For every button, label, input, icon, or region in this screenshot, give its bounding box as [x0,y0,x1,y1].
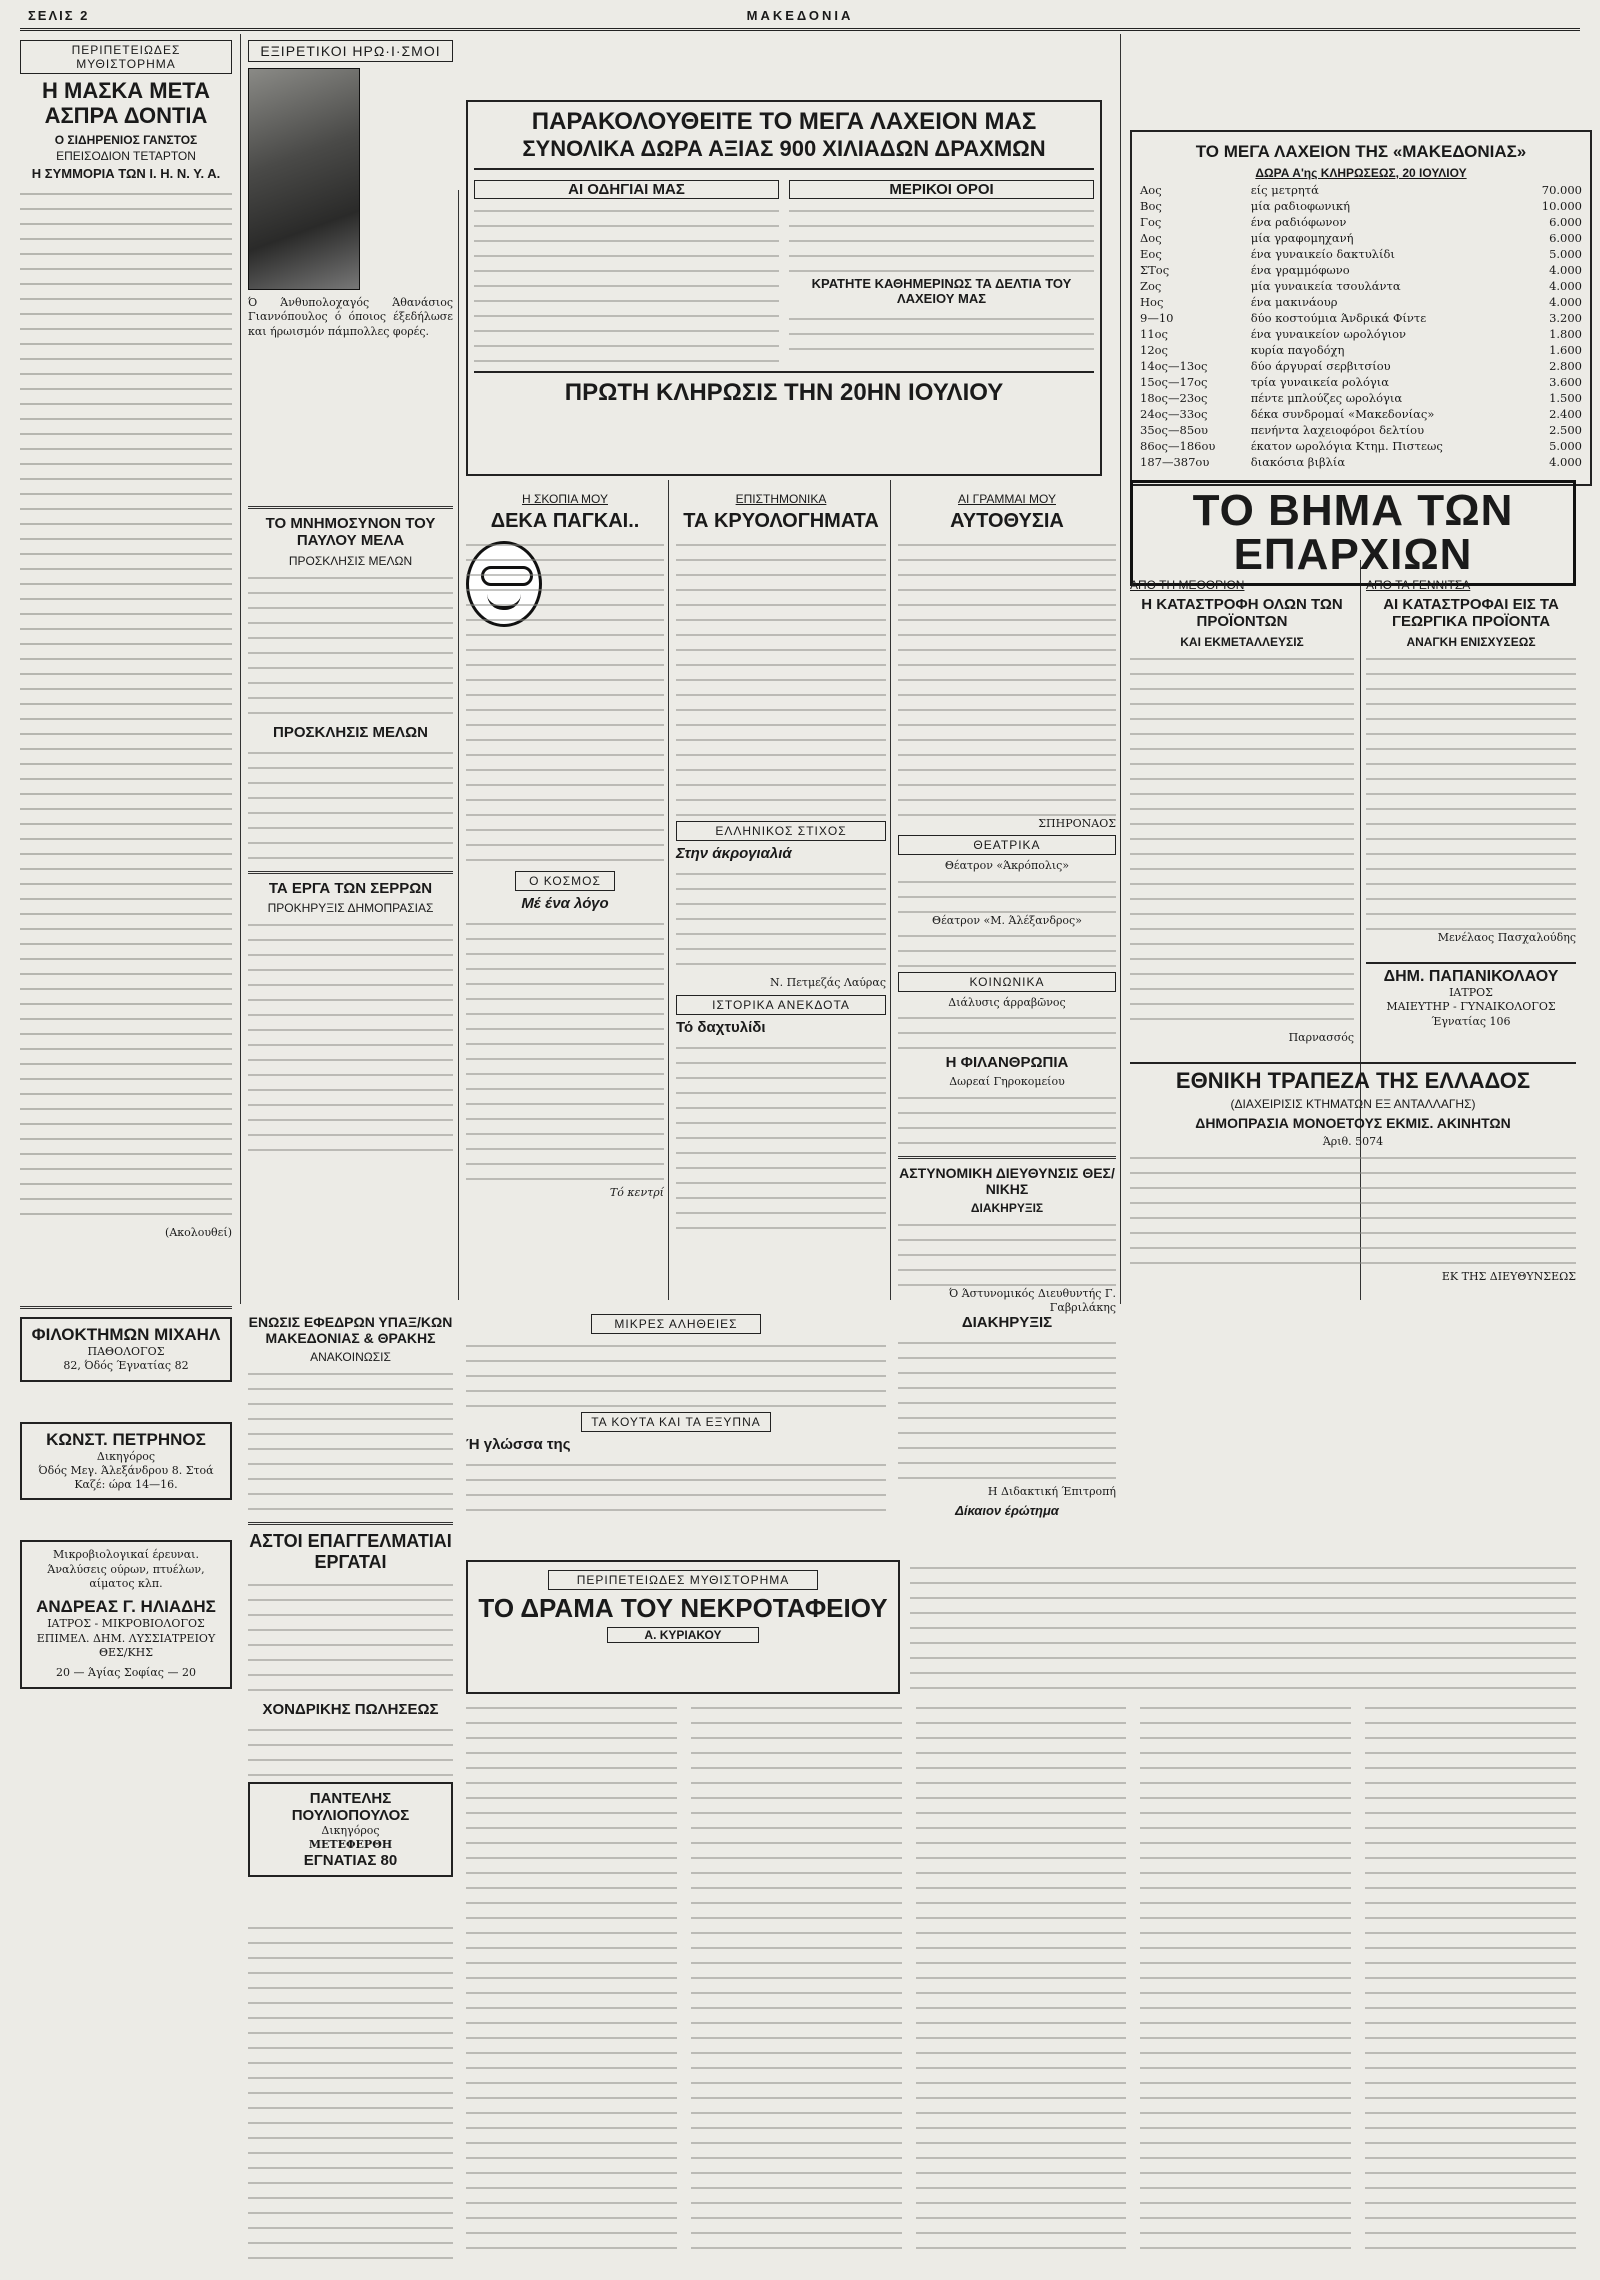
prize-rank: 12ος [1140,342,1168,357]
prize-value: 2.800 [1549,358,1582,373]
stixos-kicker: ΕΛΛΗΝΙΚΟΣ ΣΤΙΧΟΣ [676,821,886,841]
vima-left-sub: ΚΑΙ ΕΚΜΕΤΑΛΛΕΥΣΙΣ [1180,634,1304,649]
prize-rank: 86ος—186ου [1140,438,1216,453]
prize-item: πενήντα λαχειοφόροι δελτίου [1250,422,1425,437]
serial-title: Η ΜΑΣΚΑ ΜΕΤΑ ΑΣΠΡΑ ΔΟΝΤΙΑ [42,78,210,129]
skopia-title: ΔΕΚΑ ΠΑΓΚΑΙ.. [490,510,640,532]
prize-rank: Εος [1140,246,1162,261]
prize-rank: 15ος—17ος [1140,374,1208,389]
prize-item: ένα γυναικείον ωρολόγιον [1250,326,1407,341]
prize-item: έκατον ωρολόγια Κτημ. Πιστεως [1250,438,1443,453]
prize-table-box [1130,130,1592,486]
lottery-instructions-text [474,203,779,363]
glossa-kicker: ΤΑ ΚΟΥΤΑ ΚΑΙ ΤΑ ΕΞΥΠΝΑ [581,1412,771,1432]
aliqeies-kicker: ΜΙΚΡΕΣ ΑΛΗΘΕΙΕΣ [591,1314,761,1334]
ad2-role: Δικηγόρος [96,1449,156,1463]
novel-side-text [910,1560,1576,1690]
grammai-kicker: ΑΙ ΓΡΑΜΜΑΙ ΜΟΥ [957,492,1056,506]
page-number: ΣΕΛΙΣ 2 [28,8,90,23]
kentri-sign: Τό κεντρί [609,1186,664,1200]
lawyer-role: Δικηγόρος [321,1823,380,1837]
vima-right [1366,576,1576,956]
ad-iliadis [20,1540,232,1688]
col5-lower [898,1310,1116,1540]
obit-caption: Ό Άνθυπολοχαγός Άθανάσιος Γιαννόπουλος ό όποιος έξεδήλωσε και ήρωισμόν πάμπολλες φορές. [248,296,453,338]
prize-value: 3.600 [1549,374,1582,389]
ad3-text: Μικροβιολογικαί έρευναι. Άναλύσεις ούρων, πτυέλων, αίματος κλπ. [47,1548,205,1591]
obit-kicker: ΕΞΙΡΕΤΙΚΟΙ ΗΡΩ·Ι·ΣΜΟΙ [248,40,453,62]
lottery-line2: ΣΥΝΟΛΙΚΑ ΔΩΡΑ ΑΞΙΑΣ 900 ΧΙΛΙΑΔΩΝ ΔΡΑΧΜΩΝ [474,136,1094,170]
prize-table [1138,182,1584,470]
filanthropia-sub: Δωρεαί Γηροκομείου [949,1075,1065,1089]
theatre-alexandros: Θέατρον «Μ. Άλέξανδρος» [932,913,1082,927]
serial-subtitle: Ο ΣΙΔΗΡΕΝΙΟΣ ΓΑΝΣΤΟΣ [54,132,198,147]
serial-section: Η ΣΥΜΜΟΡΙΑ ΤΩΝ Ι. Η. Ν. Υ. Α. [31,165,221,181]
police-sign: Ό Άστυνομικός Διευθυντής Γ. Γαβριλάκης [949,1286,1116,1315]
col2-lower [248,1310,453,1910]
prosklisis-title: ΠΡΟΣΚΛΗΣΙΣ ΜΕΛΩΝ [273,723,428,741]
serial-column [20,36,232,1276]
novel-author: Α. ΚΥΡΙΑΚΟΥ [607,1627,759,1643]
prize-rank: Ζος [1140,278,1162,293]
prize-value: 6.000 [1549,214,1582,229]
col2-bottom-text [248,1920,453,2260]
ad3-role: ΙΑΤΡΟΣ - ΜΙΚΡΟΒΙΟΛΟΓΟΣ [47,1617,205,1631]
lottery-draw-date: ΠΡΩΤΗ ΚΛΗΡΩΣΙΣ ΤΗΝ 20ΗΝ ΙΟΥΛΙΟΥ [474,371,1094,407]
officer-portrait [248,68,360,290]
prize-row [1138,406,1584,422]
prize-item: ένα μακινάουρ [1250,294,1338,309]
vima-left-title: Η ΚΑΤΑΣΤΡΟΦΗ ΟΛΩΝ ΤΩΝ ΠΡΟΪΟΝΤΩΝ [1141,596,1343,631]
prize-row [1138,246,1584,262]
prize-item: κυρία παγοδόχη [1250,342,1345,357]
prize-rank: 14ος—13ος [1140,358,1208,373]
doctor-specialty: ΜΑΙΕΥΤΗΡ - ΓΥΝΑΙΚΟΛΟΓΟΣ [1386,1000,1556,1014]
kryo-kicker: ΕΠΙΣΤΗΜΟΝΙΚΑ [735,492,827,506]
ad1-role: ΠΑΘΟΛΟΓΟΣ [87,1345,165,1358]
skopia-kicker: Η ΣΚΟΠΙΑ ΜΟΥ [521,492,608,506]
bank-notice [1130,1062,1576,1304]
prize-value: 2.500 [1549,422,1582,437]
prize-item: ένα ραδιόφωνον [1250,214,1347,229]
doctor-role: ΙΑΤΡΟΣ [1449,986,1493,999]
prize-row [1138,438,1584,454]
efedroi-title: ΕΝΩΣΙΣ ΕΦΕΔΡΩΝ ΥΠΑΞ/ΚΩΝ ΜΑΚΕΔΟΝΙΑΣ & ΘΡΑΚΗΣ [248,1314,453,1347]
prize-value: 1.600 [1549,342,1582,357]
bank-number: Άριθ. 5074 [1322,1135,1384,1149]
serial-kicker: ΠΕΡΙΠΕΤΕΙΩΔΕΣ ΜΥΘΙΣΤΟΡΗΜΑ [20,40,232,74]
lottery-banner [466,100,1102,476]
lottery-instructions-title: ΑΙ ΟΔΗΓΙΑΙ ΜΑΣ [474,180,779,199]
prize-value: 5.000 [1549,246,1582,261]
prize-value: 70.000 [1541,182,1582,197]
novel-kicker: ΠΕΡΙΠΕΤΕΙΩΔΕΣ ΜΥΘΙΣΤΟΡΗΜΑ [548,1570,818,1590]
novel-banner [466,1560,900,1694]
xonrikis-title: ΧΟΝΔΡΙΚΗΣ ΠΩΛΗΣΕΩΣ [262,1700,439,1718]
ad2-address: Όδός Μεγ. Άλεξάνδρου 8. Στοά Καζέ: ώρα 14—16. [38,1463,214,1492]
prize-item: πέντε μπλούζες ωρολόγια [1250,390,1403,405]
prize-table-subtitle: ΔΩΡΑ Α'ης ΚΛΗΡΩΣΕΩΣ, 20 ΙΟΥΛΙΟΥ [1255,165,1467,180]
lawyer-moved: ΜΕΤΕΦΕΡΘΗ [308,1838,393,1852]
prize-rank: 11ος [1140,326,1168,341]
bank-title: ΕΘΝΙΚΗ ΤΡΑΠΕΖΑ ΤΗΣ ΕΛΛΑΔΟΣ [1175,1068,1531,1093]
vima-left [1130,576,1354,1056]
prize-table-title: ΤΟ ΜΕΓΑ ΛΑΧΕΙΟΝ ΤΗΣ «ΜΑΚΕΔΟΝΙΑΣ» [1195,142,1527,161]
col5-articles [898,490,1116,1315]
serial-episode: ΕΠΕΙΣΟΔΙΟΝ ΤΕΤΑΡΤΟΝ [56,148,196,163]
serial-closing: (Ακολουθεί) [165,1225,232,1239]
prize-value: 1.800 [1549,326,1582,341]
vima-right-title: ΑΙ ΚΑΤΑΣΤΡΟΦΑΙ ΕΙΣ ΤΑ ΓΕΩΡΓΙΚΑ ΠΡΟΪΟΝΤΑ [1383,596,1559,631]
prize-row [1138,278,1584,294]
doctor-address: Έγνατίας 106 [1431,1014,1511,1028]
mid-lower [466,1310,886,1540]
prize-value: 4.000 [1549,294,1582,309]
kryo-title: ΤΑ ΚΡΥΟΛΟΓΗΜΑΤΑ [683,510,879,532]
diakirixis-title: ΔΙΑΚΗΡΥΞΙΣ [961,1314,1053,1331]
newspaper-name: ΜΑΚΕΔΟΝΙΑ [746,8,854,23]
col4-articles [676,490,886,1300]
prize-item: μία ραδιοφωνική [1250,198,1351,213]
police-title: ΑΣΤΥΝΟΜΙΚΗ ΔΙΕΥΘΥΝΣΙΣ ΘΕΣ/ΝΙΚΗΣ [899,1164,1115,1197]
prize-value: 2.400 [1549,406,1582,421]
koinonika-sub: Διάλυσις άρραβῶνος [948,995,1066,1009]
ad1-address: 82, Όδός Έγνατίας 82 [63,1359,189,1373]
prize-row [1138,358,1584,374]
obit-block [248,36,453,486]
vima-right-sign: Μενέλαος Πασχαλούδης [1437,930,1576,944]
prize-rank: Δος [1140,230,1162,245]
stixos-author: Ν. Πετμεζάς Λαύρας [769,976,886,990]
prize-row [1138,422,1584,438]
prize-row [1138,230,1584,246]
prize-value: 4.000 [1549,454,1582,469]
bank-footer: ΕΚ ΤΗΣ ΔΙΕΥΘΥΝΣΕΩΣ [1441,1269,1576,1283]
doctor-ad [1366,962,1576,1058]
ad2-name: ΚΩΝΣΤ. ΠΕΤΡΗΝΟΣ [46,1429,206,1449]
prize-item: ένα γραμμόφωνο [1250,262,1350,277]
astoi-title: ΑΣΤΟΙ ΕΠΑΓΓΕΛΜΑΤΙΑΙ ΕΡΓΑΤΑΙ [249,1531,452,1572]
prize-value: 6.000 [1549,230,1582,245]
left-ads [20,1300,232,2260]
prize-row [1138,326,1584,342]
prize-row [1138,214,1584,230]
prize-rank: Ηος [1140,294,1164,309]
lottery-line1: ΠΑΡΑΚΟΛΟΥΘΕΙΤΕ ΤΟ ΜΕΓΑ ΛΑΧΕΙΟΝ ΜΑΣ [531,108,1037,135]
ad1-name: ΦΙΛΟΚΤΗΜΩΝ ΜΙΧΑΗΛ [31,1325,221,1344]
mnimosyno-title: ΤΟ ΜΝΗΜΟΣΥΝΟΝ ΤΟΥ ΠΑΥΛΟΥ ΜΕΛΑ [265,515,436,550]
col2-articles [248,500,453,1300]
vima-left-sign: Παρνασσός [1288,1030,1354,1044]
prize-row [1138,198,1584,214]
mnimosyno-sub: ΠΡΟΣΚΛΗΣΙΣ ΜΕΛΩΝ [288,553,413,568]
prize-item: μία γραφομηχανή [1250,230,1354,245]
prize-rank: Γος [1140,214,1162,229]
prize-rank: ΣΤος [1140,262,1170,277]
prize-value: 5.000 [1549,438,1582,453]
prize-item: δύο άργυραί σερβιτσίου [1250,358,1391,373]
prize-rank: 187—387ου [1140,454,1210,469]
prize-value: 1.500 [1549,390,1582,405]
vima-title: ΤΟ ΒΗΜΑ ΤΩΝ ΕΠΑΡΧΙΩΝ [1130,480,1576,586]
theatre-kicker: ΘΕΑΤΡΙΚΑ [898,835,1116,855]
istorika-kicker: ΙΣΤΟΡΙΚΑ ΑΝΕΚΔΟΤΑ [676,995,886,1015]
vima-banner [1130,480,1576,579]
stixos-title: Στην άκρογιαλιά [676,845,792,862]
ad3-name: ΑΝΔΡΕΑΣ Γ. ΗΛΙΑΔΗΣ [36,1597,216,1617]
istorika-title: Τό δαχτυλίδι [676,1018,766,1036]
prize-row [1138,454,1584,470]
ad-filoktimon [20,1317,232,1382]
serres-sub: ΠΡΟΚΗΡΥΞΙΣ ΔΗΜΟΠΡΑΣΙΑΣ [267,901,434,915]
lottery-keep-text [789,311,1094,361]
novel-title: ΤΟ ΔΡΑΜΑ ΤΟΥ ΝΕΚΡΟΤΑΦΕΙΟΥ [478,1593,888,1623]
ad3-address: 20 — Άγίας Σοφίας — 20 [56,1666,196,1680]
kosmos-kicker: Ο ΚΟΣΜΟΣ [515,871,615,891]
lottery-terms-title: ΜΕΡΙΚΟΙ ΟΡΟΙ [789,180,1094,199]
prize-item: μία γυναικεία τσουλάντα [1250,278,1401,293]
police-sub: ΔΙΑΚΗΡΥΞΙΣ [970,1200,1044,1215]
dikaion-title: Δίκαιον έρώτημα [955,1502,1059,1518]
prize-value: 4.000 [1549,278,1582,293]
prize-row [1138,262,1584,278]
prize-rank: 18ος—23ος [1140,390,1208,405]
prize-row [1138,390,1584,406]
filanthropia-title: Η ΦΙΛΑΝΘΡΩΠΙΑ [945,1054,1069,1072]
prize-item: δύο κοστούμια Άνδρικά Φίντε [1250,310,1427,325]
prize-row [1138,342,1584,358]
doctor-name: ΔΗΜ. ΠΑΠΑΝΙΚΟΛΑΟΥ [1383,968,1559,985]
bank-auction: ΔΗΜΟΠΡΑΣΙΑ ΜΟΝΟΕΤΟΥΣ ΕΚΜΙΣ. ΑΚΙΝΗΤΩΝ [1195,1115,1511,1132]
prize-value: 10.000 [1541,198,1582,213]
novel-text [466,1700,1576,2260]
ad-petrinos [20,1422,232,1501]
koinonika-kicker: ΚΟΙΝΩΝΙΚΑ [898,972,1116,992]
prize-value: 4.000 [1549,262,1582,277]
prize-rank: Αος [1140,182,1162,197]
prize-row [1138,182,1584,198]
ad3-extra: ΕΠΙΜΕΛ. ΔΗΜ. ΛΥΣΣΙΑΤΡΕΙΟΥ ΘΕΣ/ΚΗΣ [36,1631,216,1659]
diakirixis-sign: Η Διδακτική Έπιτροπή [987,1485,1116,1499]
grammai-sign: ΣΠΗΡΟΝΑΟΣ [1038,817,1116,830]
lottery-terms-text [789,203,1094,273]
prize-rank: 35ος—85ου [1140,422,1209,437]
prize-item: ένα γυναικείο δακτυλίδι [1250,246,1395,261]
lawyer-ad [248,1782,453,1878]
lottery-keep: ΚΡΑΤΗΤΕ ΚΑΘΗΜΕΡΙΝΩΣ ΤΑ ΔΕΛΤΙΑ ΤΟΥ ΛΑΧΕΙΟΥ ΜΑΣ [811,276,1072,307]
lawyer-address: ΕΓΝΑΤΙΑΣ 80 [303,1852,398,1870]
theatre-akropolis: Θέατρον «Άκρόπολις» [944,859,1070,873]
prize-item: διακόσια βιβλία [1250,454,1346,469]
efedroi-sub: ΑΝΑΚΟΙΝΩΣΙΣ [310,1350,391,1365]
prize-item: είς μετρητά [1250,182,1319,197]
col3-articles [466,490,664,1300]
vima-right-kicker: ΑΠΟ ΤΑ ΓΕΝΝΙΤΣΑ [1366,578,1471,592]
kosmos-title: Μέ ένα λόγο [521,895,609,912]
prize-row [1138,374,1584,390]
vima-right-sub: ΑΝΑΓΚΗ ΕΝΙΣΧΥΣΕΩΣ [1406,634,1536,649]
prize-row [1138,310,1584,326]
vima-left-kicker: ΑΠΟ ΤΗ ΜΕΘΟΡΙΟΝ [1130,578,1245,592]
serres-title: ΤΑ ΕΡΓΑ ΤΩΝ ΣΕΡΡΩΝ [268,879,433,897]
page-header [20,6,1580,31]
grammai-title: ΑΥΤΟΘΥΣΙΑ [950,510,1064,532]
prize-item: δέκα συνδρομαί «Μακεδονίας» [1250,406,1435,421]
prize-item: τρία γυναικεία ρολόγια [1250,374,1390,389]
prize-row [1138,294,1584,310]
glossa-title: Ή γλώσσα της [466,1436,571,1453]
prize-value: 3.200 [1549,310,1582,325]
lawyer-name: ΠΑΝΤΕΛΗΣ ΠΟΥΛΙΟΠΟΥΛΟΣ [291,1789,410,1824]
prize-rank: 24ος—33ος [1140,406,1208,421]
serial-text [20,186,232,1226]
prize-rank: 9—10 [1140,310,1174,325]
prize-rank: Βος [1140,198,1162,213]
bank-sub: (ΔΙΑΧΕΙΡΙΣΙΣ ΚΤΗΜΑΤΩΝ ΕΞ ΑΝΤΑΛΛΑΓΗΣ) [1230,1097,1476,1112]
